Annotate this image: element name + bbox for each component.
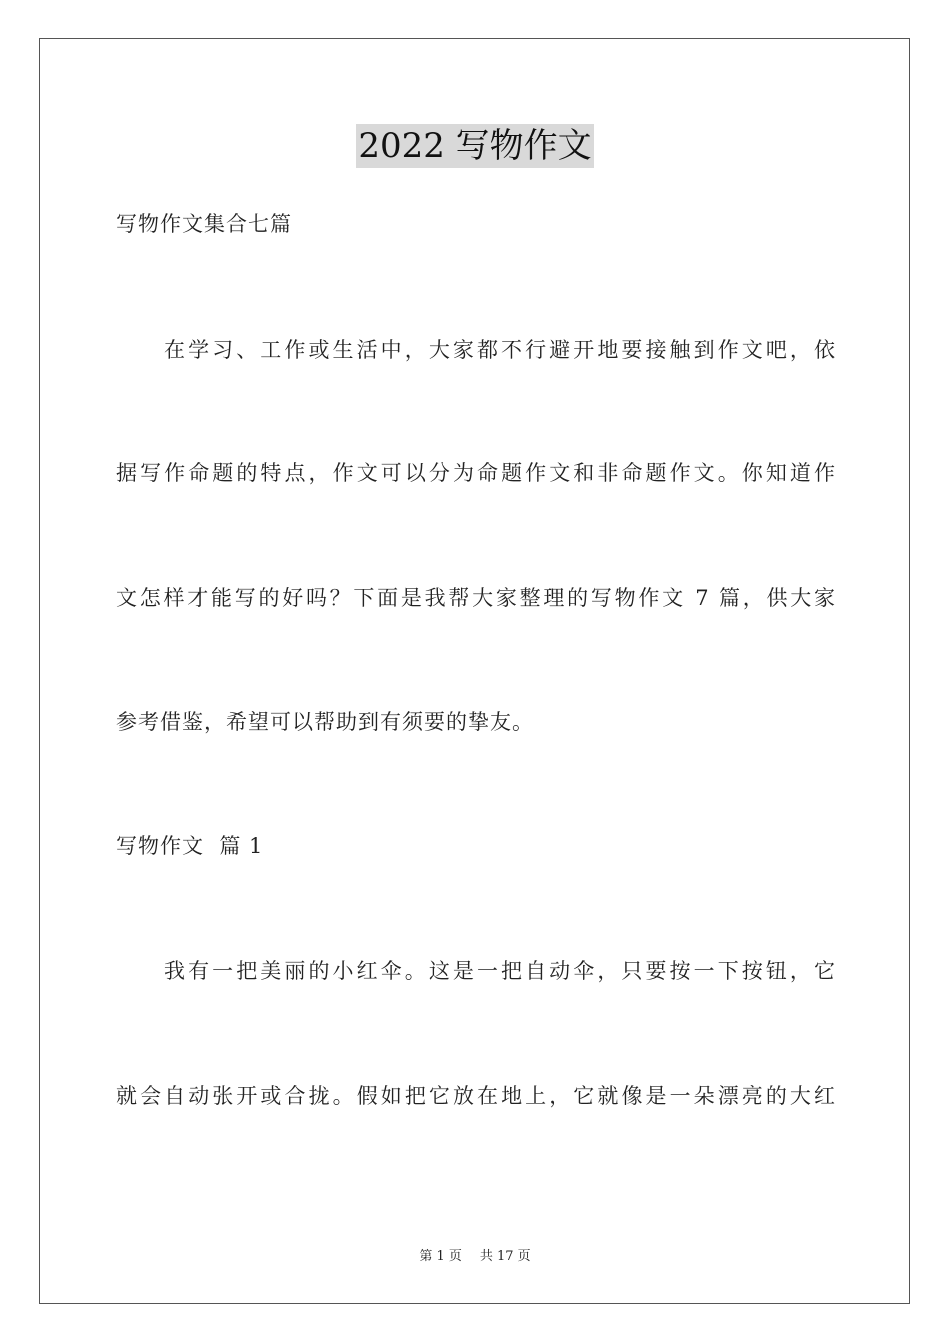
paragraph-line: 就会自动张开或合拢。假如把它放在地上，它就像是一朵漂亮的大红 (116, 1084, 836, 1108)
page-number: 第 1 页 (419, 1249, 462, 1264)
paragraph-line: 文怎样才能写的好吗？下面是我帮大家整理的写物作文 7 篇，供大家 (116, 586, 836, 610)
document-subtitle: 写物作文集合七篇 (116, 212, 292, 236)
page-total: 共 17 页 (479, 1249, 531, 1264)
paragraph-line: 参考借鉴，希望可以帮助到有须要的挚友。 (116, 710, 534, 734)
paragraph-line: 据写作命题的特点，作文可以分为命题作文和非命题作文。你知道作 (116, 461, 836, 485)
document-title: 2022 写物作文 (358, 126, 592, 166)
paragraph-line: 在学习、工作或生活中，大家都不行避开地要接触到作文吧，依 (164, 338, 836, 362)
paragraph-line: 我有一把美丽的小红伞。这是一把自动伞，只要按一下按钮，它 (164, 959, 836, 983)
section-heading: 写物作文 篇 1 (116, 834, 264, 858)
title-container (0, 124, 950, 168)
page-footer (0, 1248, 950, 1266)
